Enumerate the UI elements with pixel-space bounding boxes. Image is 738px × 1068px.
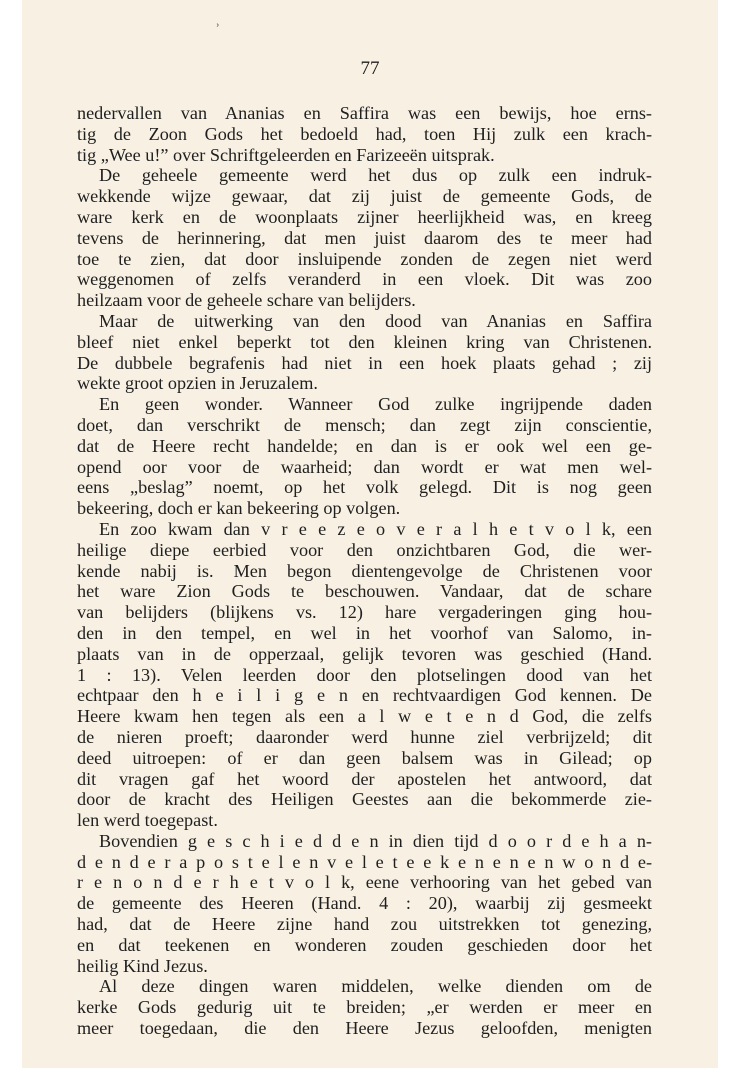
text-line: meer toegedaan, die den Heere Jezus geloofden, menigten [77, 1018, 652, 1039]
text-line: heilzaam voor de geheele schare van belijders. [77, 290, 416, 311]
text-line: ware kerk en de woonplaats zijner heerlijkheid was, en kreeg [77, 206, 652, 227]
text-line: Al deze dingen waren middelen, welke dienden om de [99, 976, 652, 997]
text-line: r e n o n d e r h e t v o l k, eene verhooring van het gebed van [77, 872, 652, 893]
text-line: van belijders (blijkens vs. 12) hare vergaderingen ging hou- [77, 602, 652, 623]
text-line: wekte groot opzien in Jeruzalem. [77, 373, 318, 394]
text-line: tevens de herinnering, dat men juist daarom des te meer had [77, 227, 652, 248]
text-line: Maar de uitwerking van den dood van Ananias en Saffira [99, 310, 652, 331]
text-line: Bovendien g e s c h i e d d e n in dien tijd d o o r d e h a n- [99, 830, 652, 851]
text-line: de gemeente des Heeren (Hand. 4 : 20), waarbij zij gesmeekt [77, 893, 652, 914]
text-line: echtpaar den h e i l i g e n en rechtvaardigen God kennen. De [77, 685, 652, 706]
text-line: En geen wonder. Wanneer God zulke ingrijpende daden [99, 394, 652, 415]
text-line: had, dat de Heere zijne hand zou uitstrekken tot genezing, [77, 914, 652, 935]
text-line: tig „Wee u!” over Schriftgeleerden en Farizeeën uitsprak. [77, 144, 495, 165]
text-line: eens „beslag” noemt, op het volk gelegd. Dit is nog geen [77, 477, 652, 498]
text-line: weggenomen of zelfs veranderd in een vloek. Dit was zoo [77, 269, 652, 290]
text-line: len werd toegepast. [77, 810, 218, 831]
text-line: heilig Kind Jezus. [77, 955, 208, 976]
text-line: heilige diepe eerbied voor den onzichtbaren God, die wer- [77, 539, 652, 560]
text-line: door de kracht des Heiligen Geestes aan die bekommerde zie- [77, 789, 652, 810]
text-line: En zoo kwam dan v r e e z e o v e r a l h e t v o l k, een [99, 518, 652, 539]
text-line: dat de Heere recht handelde; en dan is er ook wel een ge- [77, 435, 652, 456]
page-number: 77 [360, 58, 380, 79]
text-line: d e n d e r a p o s t e l e n v e l e t e e k e n e n e n w o n d e- [77, 851, 652, 872]
text-line: den in den tempel, en wel in het voorhof van Salomo, in- [77, 622, 652, 643]
page-mark: ʾ [215, 22, 221, 39]
text-line: bekeering, doch er kan bekeering op volgen. [77, 498, 401, 519]
text-line: De dubbele begrafenis had niet in een hoek plaats gehad ; zij [77, 352, 652, 373]
text-line: dit vragen gaf het woord der apostelen het antwoord, dat [77, 768, 652, 789]
text-line: het ware Zion Gods te beschouwen. Vandaar, dat de schare [77, 581, 652, 602]
text-line: 1 : 13). Velen leerden door den plotselingen dood van het [77, 664, 652, 685]
text-line: wekkende wijze gewaar, dat zij juist de gemeente Gods, de [77, 186, 652, 207]
text-line: nedervallen van Ananias en Saffira was een bewijs, hoe erns- [77, 103, 652, 123]
text-line: deed uitroepen: of er dan geen balsem was in Gilead; op [77, 747, 652, 768]
text-line: bleef niet enkel beperkt tot den kleinen kring van Christenen. [77, 331, 652, 352]
text-line: De geheele gemeente werd het dus op zulk een indruk- [99, 165, 652, 186]
text-line: toe te zien, dat door insluipende zonden de zegen niet werd [77, 248, 652, 269]
text-line: plaats van in de opperzaal, gelijk tevoren was geschied (Hand. [77, 643, 652, 664]
text-line: Heere kwam hen tegen als een a l w e t e n d God, die zelfs [77, 706, 652, 727]
text-line: de nieren proeft; daaronder werd hunne ziel verbrijzeld; dit [77, 726, 652, 747]
text-line: en dat teekenen en wonderen zouden geschieden door het [77, 934, 652, 955]
text-line: kende nabij is. Men begon dientengevolge de Christenen voor [77, 560, 652, 581]
text-line: opend oor voor de waarheid; dan wordt er wat men wel- [77, 456, 652, 477]
text-line: tig de Zoon Gods het bedoeld had, toen Hij zulk een krach- [77, 123, 652, 144]
book-page [22, 0, 718, 1068]
body-text [77, 103, 652, 1039]
text-line: doet, dan verschrikt de mensch; dan zegt zijn conscientie, [77, 414, 652, 435]
text-line: kerke Gods gedurig uit te breiden; „er werden er meer en [77, 997, 652, 1018]
